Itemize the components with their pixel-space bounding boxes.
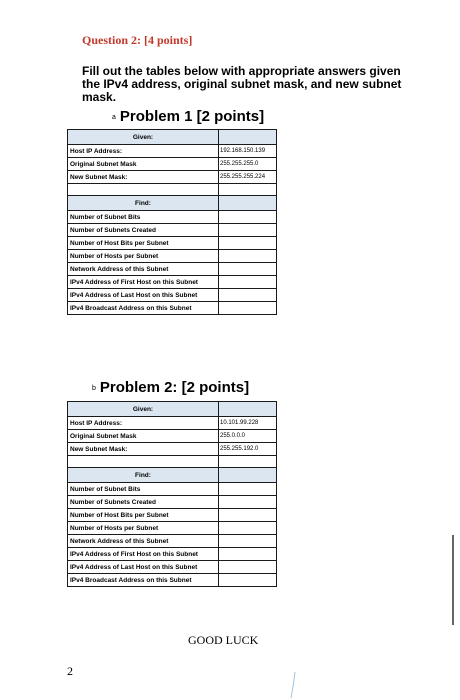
find-header: Find: bbox=[68, 468, 219, 483]
given-label: Host IP Address: bbox=[68, 417, 219, 430]
given-value: 255.255.192.0 bbox=[219, 443, 277, 456]
pen-mark-icon bbox=[285, 670, 301, 700]
find-label: IPv4 Address of First Host on this Subnet bbox=[68, 548, 219, 561]
find-label: Number of Hosts per Subnet bbox=[68, 250, 219, 263]
answer-cell[interactable] bbox=[219, 483, 277, 496]
answer-cell[interactable] bbox=[219, 574, 277, 587]
page-number: 2 bbox=[67, 664, 73, 678]
answer-cell[interactable] bbox=[219, 289, 277, 302]
find-label: Network Address of this Subnet bbox=[68, 535, 219, 548]
answer-cell[interactable] bbox=[219, 211, 277, 224]
question-title: Question 2: [4 points] bbox=[82, 33, 193, 47]
find-label: Number of Hosts per Subnet bbox=[68, 522, 219, 535]
answer-cell[interactable] bbox=[219, 509, 277, 522]
answer-cell[interactable] bbox=[219, 263, 277, 276]
answer-cell[interactable] bbox=[219, 535, 277, 548]
answer-cell[interactable] bbox=[219, 561, 277, 574]
footer-text: GOOD LUCK bbox=[188, 633, 259, 647]
find-label: IPv4 Address of Last Host on this Subnet bbox=[68, 561, 219, 574]
find-label: Number of Subnet Bits bbox=[68, 211, 219, 224]
find-label: IPv4 Address of Last Host on this Subnet bbox=[68, 289, 219, 302]
find-label: Number of Subnet Bits bbox=[68, 483, 219, 496]
given-label: Original Subnet Mask bbox=[68, 430, 219, 443]
problem-2-marker: b bbox=[92, 384, 96, 392]
problem-2-table bbox=[67, 401, 277, 587]
answer-cell[interactable] bbox=[219, 276, 277, 289]
given-label: Host IP Address: bbox=[68, 145, 219, 158]
answer-cell[interactable] bbox=[219, 237, 277, 250]
given-header: Given: bbox=[68, 130, 219, 145]
given-value: 255.0.0.0 bbox=[219, 430, 277, 443]
find-label: Number of Host Bits per Subnet bbox=[68, 509, 219, 522]
find-label: IPv4 Address of First Host on this Subnet bbox=[68, 276, 219, 289]
problem-1-table bbox=[67, 129, 277, 315]
scroll-indicator bbox=[452, 535, 454, 625]
find-label: Network Address of this Subnet bbox=[68, 263, 219, 276]
given-label: New Subnet Mask: bbox=[68, 443, 219, 456]
instructions-text: Fill out the tables below with appropriate answers given the IPv4 address, original subnet mask, and new subnet mask. bbox=[82, 64, 402, 104]
find-label: Number of Host Bits per Subnet bbox=[68, 237, 219, 250]
find-header: Find: bbox=[68, 196, 219, 211]
problem-2-heading bbox=[92, 379, 249, 396]
find-label: IPv4 Broadcast Address on this Subnet bbox=[68, 302, 219, 315]
find-label: Number of Subnets Created bbox=[68, 496, 219, 509]
answer-cell[interactable] bbox=[219, 250, 277, 263]
given-label: New Subnet Mask: bbox=[68, 171, 219, 184]
answer-cell[interactable] bbox=[219, 548, 277, 561]
find-label: Number of Subnets Created bbox=[68, 224, 219, 237]
answer-cell[interactable] bbox=[219, 224, 277, 237]
problem-1-title: Problem 1 [2 points] bbox=[119, 108, 265, 125]
given-value: 10.101.99.228 bbox=[219, 417, 277, 430]
given-value: 255.255.255.0 bbox=[219, 158, 277, 171]
answer-cell[interactable] bbox=[219, 496, 277, 509]
problem-1-heading bbox=[112, 108, 264, 125]
given-label: Original Subnet Mask bbox=[68, 158, 219, 171]
given-value: 192.168.150.139 bbox=[219, 145, 277, 158]
given-header: Given: bbox=[68, 402, 219, 417]
answer-cell[interactable] bbox=[219, 522, 277, 535]
problem-2-title: Problem 2: [2 points] bbox=[99, 379, 250, 396]
problem-1-marker: a bbox=[112, 113, 116, 121]
given-value: 255.255.255.224 bbox=[219, 171, 277, 184]
answer-cell[interactable] bbox=[219, 302, 277, 315]
find-label: IPv4 Broadcast Address on this Subnet bbox=[68, 574, 219, 587]
